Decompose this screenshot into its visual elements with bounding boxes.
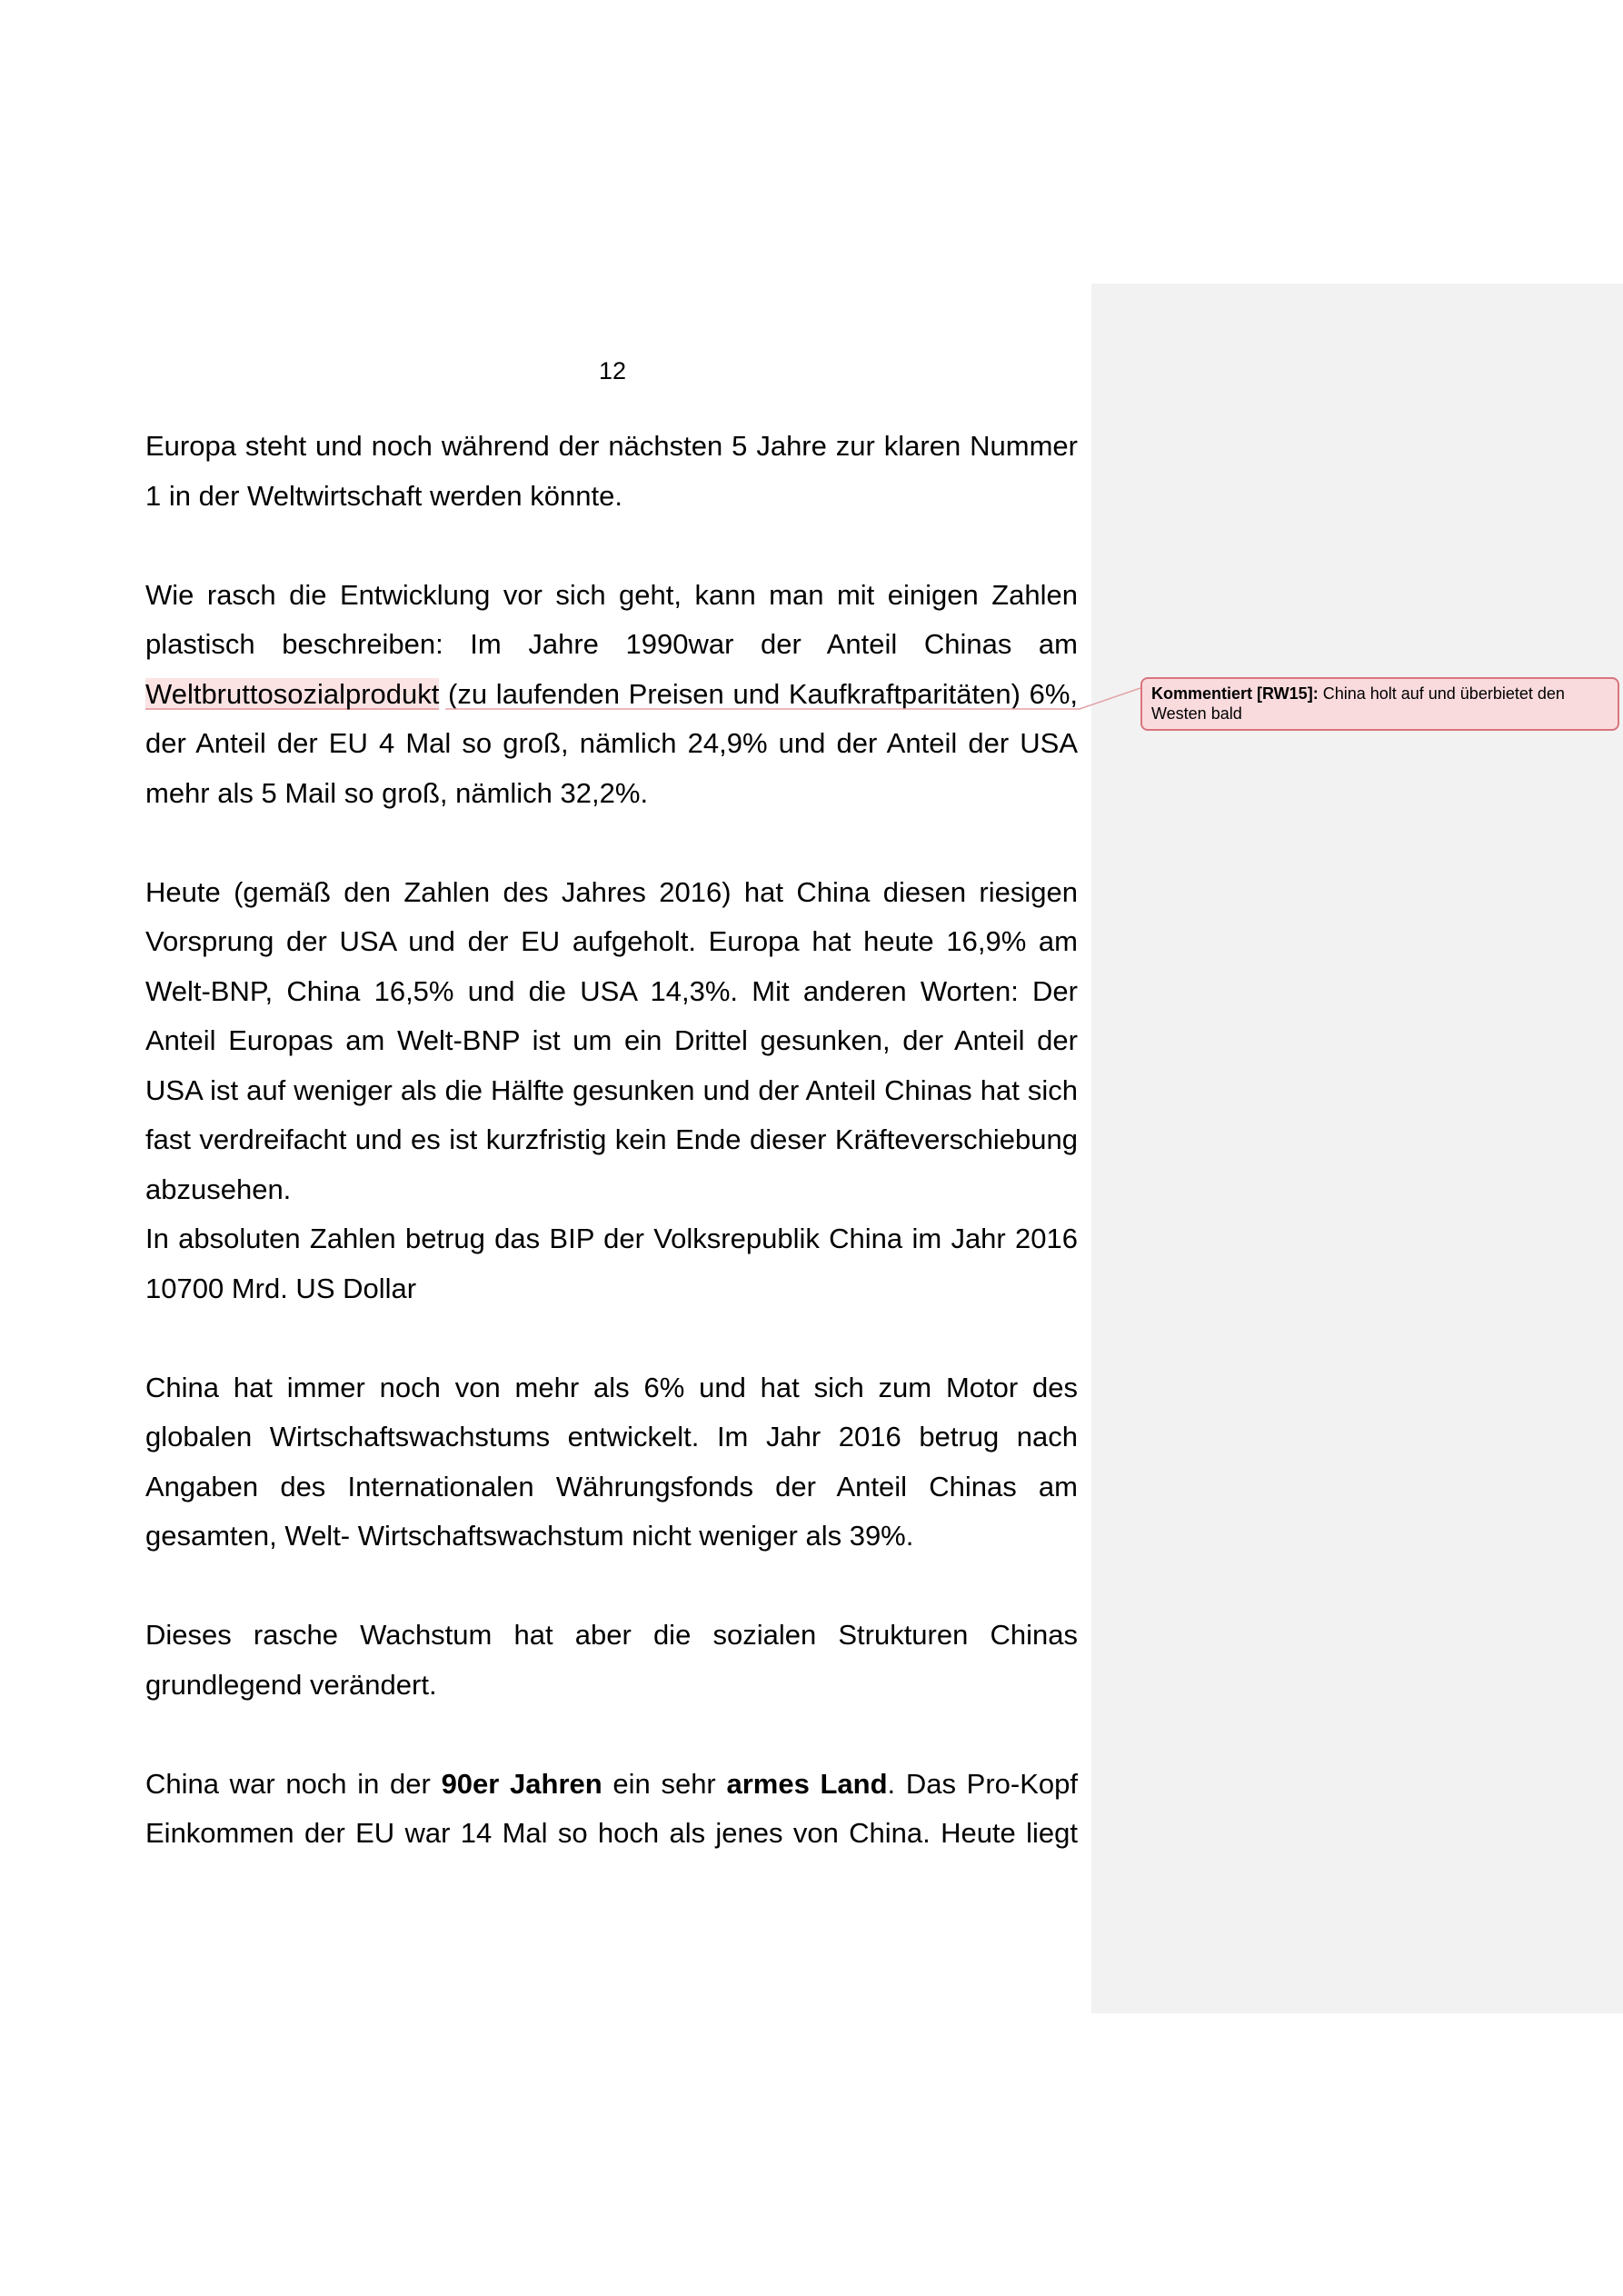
paragraph-7-c: ein sehr	[602, 1767, 727, 1800]
paragraph-2-end: (zu laufenden Preisen und Kaufkraftparitäten) 6%, der Anteil der EU 4 Mal so groß, nämlich 24,9% und der Anteil der USA mehr als 5 Mail so groß, nämlich 32,2%.	[145, 677, 1078, 809]
paragraph-6: Dieses rasche Wachstum hat aber die sozialen Strukturen Chinas grundlegend verändert.	[145, 1619, 1078, 1701]
comment-author: Kommentiert [RW15]:	[1151, 684, 1319, 703]
page-number: 12	[598, 357, 627, 384]
paragraph-5: China hat immer noch von mehr als 6% und hat sich zum Motor des globalen Wirtschaftswachstums entwickelt. Im Jahr 2016 betrug nach Angaben des Internationalen Währungsfonds der Anteil Chinas am gesamten, Welt- Wirtschaftswachstum nicht weniger als 39%.	[145, 1371, 1078, 1552]
paragraph-3: Heute (gemäß den Zahlen des Jahres 2016) hat China diesen riesigen Vorsprung der USA und der EU aufgeholt. Europa hat heute 16,9% am Welt-BNP, China 16,5% und die USA 14,3%. Mit anderen Worten: Der Anteil Europas am Welt-BNP ist um ein Drittel gesunken, der Anteil der USA ist auf weniger als die Hälfte gesunken und der Anteil Chinas hat sich fast verdreifacht und es ist kurzfristig kein Ende dieser Kräfteverschiebung abzusehen.	[145, 875, 1078, 1205]
comment-text: China holt auf und überbietet den Westen bald	[1151, 684, 1565, 723]
paragraph-7-e: . Das Pro-Kopf Einkommen der EU war 14 Mal so hoch als jenes von China. Heute liegt	[145, 1767, 1079, 1849]
paragraph-2	[145, 571, 1078, 819]
comment-pane	[1091, 284, 1623, 2013]
paragraph-4: In absoluten Zahlen betrug das BIP der Volksrepublik China im Jahr 2016 10700 Mrd. US Dollar	[145, 1223, 1078, 1304]
paragraph-1: Europa steht und noch während der nächsten 5 Jahre zur klaren Nummer 1 in der Weltwirtschaft werden könnte.	[145, 430, 1078, 512]
document-body	[145, 422, 1078, 1908]
paragraph-7-a: China war noch in der	[145, 1767, 442, 1800]
bold-90er-jahren: 90er Jahren	[441, 1767, 602, 1800]
comment-balloon[interactable]	[1140, 677, 1619, 731]
commented-text-highlight[interactable]: Weltbruttosozialprodukt	[145, 677, 440, 710]
paragraph-7	[145, 1760, 1078, 1859]
bold-armes-land: armes Land	[726, 1767, 888, 1800]
paragraph-2-start: Wie rasch die Entwicklung vor sich geht, kann man mit einigen Zahlen plastisch beschreiben: Im Jahre 1990war der Anteil Chinas am	[145, 578, 1078, 660]
